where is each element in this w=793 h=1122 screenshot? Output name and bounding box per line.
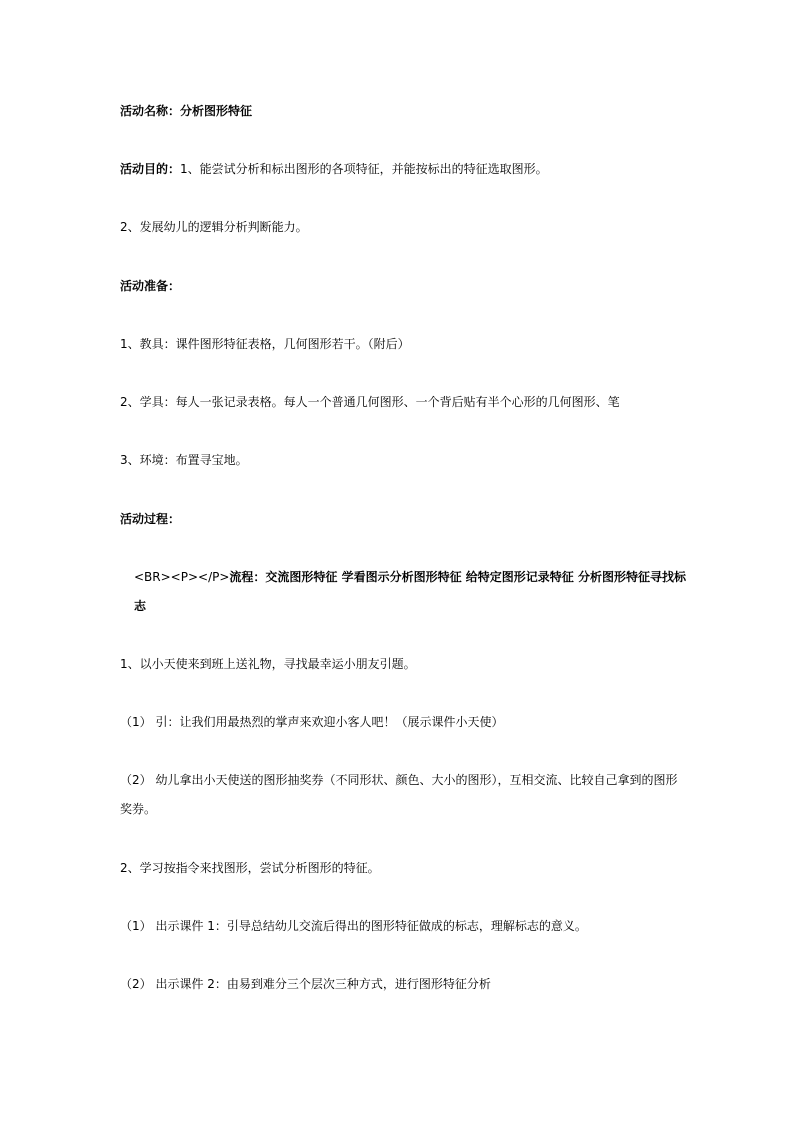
prep-item-1: 1、教具：课件图形特征表格，几何图形若干。（附后） bbox=[120, 337, 410, 351]
prep-label: 活动准备： bbox=[120, 279, 181, 293]
goal-item-1: 1、能尝试分析和标出图形的各项特征，并能按标出的特征选取图形。 bbox=[180, 162, 548, 176]
step-1: 1、以小天使来到班上送礼物，寻找最幸运小朋友引题。 bbox=[120, 657, 416, 671]
activity-goal bbox=[120, 161, 680, 177]
prep-item-3: 3、环境：布置寻宝地。 bbox=[120, 453, 248, 467]
activity-name-value: 分析图形特征 bbox=[180, 104, 253, 118]
flow-text: 流程：交流图形特征 学看图示分析图形特征 给特定图形记录特征 分析图形特征寻找标志 bbox=[134, 570, 686, 613]
step-1-1: （1） 引：让我们用最热烈的掌声来欢迎小客人吧！（展示课件小天使） bbox=[120, 715, 504, 729]
step-2-2: （2） 出示课件 2：由易到难分三个层次三种方式，进行图形特征分析 bbox=[120, 977, 491, 991]
flow-paragraph bbox=[120, 563, 694, 621]
activity-name-label: 活动名称： bbox=[120, 104, 181, 118]
prep-item-2: 2、学具：每人一张记录表格。每人一个普通几何图形、一个背后贴有半个心形的几何图形、笔 bbox=[120, 395, 620, 409]
step-2: 2、学习按指令来找图形，尝试分析图形的特征。 bbox=[120, 861, 380, 875]
goal-item-2: 2、发展幼儿的逻辑分析判断能力。 bbox=[120, 220, 308, 234]
step-2-1: （1） 出示课件 1：引导总结幼儿交流后得出的图形特征做成的标志，理解标志的意义。 bbox=[120, 919, 587, 933]
step-1-2: （2） 幼儿拿出小天使送的图形抽奖券（不同形状、颜色、大小的图形），互相交流、比较自己拿到的图形奖券。 bbox=[120, 773, 678, 816]
goal-label: 活动目的： bbox=[120, 162, 181, 176]
activity-name bbox=[120, 103, 680, 119]
flow-prefix: <BR><P></P> bbox=[134, 570, 230, 584]
process-label: 活动过程： bbox=[120, 512, 181, 526]
